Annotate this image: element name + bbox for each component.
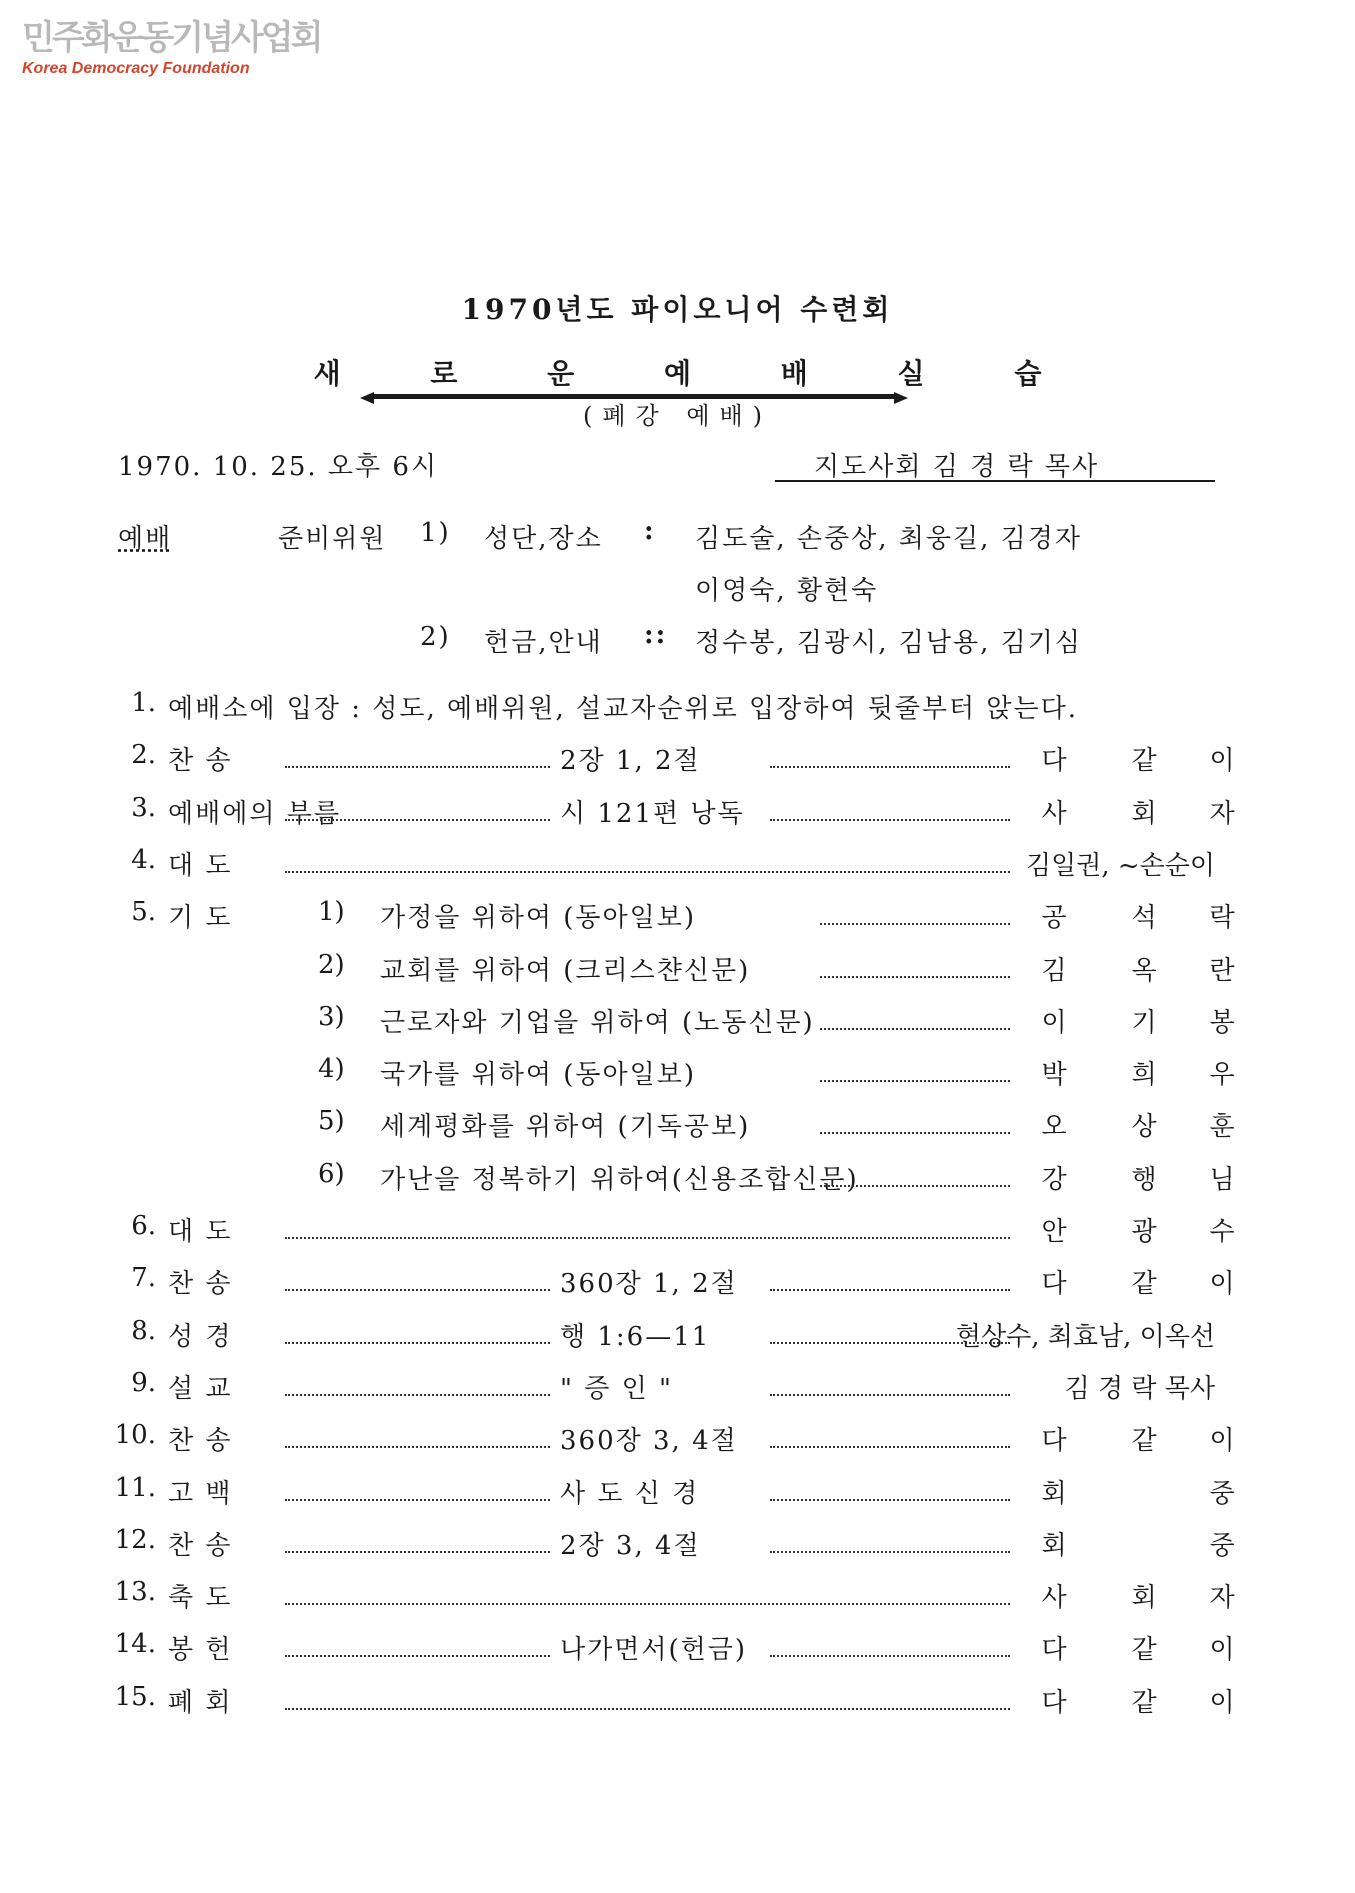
prep-group-names: 김도술, 손중상, 최웅길, 김경자 <box>695 524 1082 554</box>
dotted-leader <box>285 1394 550 1396</box>
item-text: 예배소에 입장 : 성도, 예배위원, 설교자순위로 입장하여 뒷줄부터 앉는다. <box>168 694 1079 724</box>
dotted-leader <box>285 1289 550 1291</box>
prayer-number: 3) <box>318 1001 345 1032</box>
dotted-leader <box>770 1499 1010 1501</box>
dotted-leader <box>770 1394 1010 1396</box>
responsible-person-char: 상 <box>1131 1112 1157 1143</box>
responsible-person-char: 같 <box>1131 1269 1157 1300</box>
responsible-person-char: 같 <box>1131 1635 1157 1666</box>
item-number: 11. <box>114 1472 156 1503</box>
item-label: 성 경 <box>168 1321 233 1352</box>
order-item <box>0 1159 1355 1199</box>
responsible-person-char: 회 <box>1131 1583 1157 1614</box>
responsible-person: 김 경 락 목사 <box>1064 1373 1215 1404</box>
item-label: 대 도 <box>168 850 233 881</box>
responsible-person: 김일권, ~손순이 <box>1025 850 1215 881</box>
document-subtitle-2: (폐강 예배) <box>582 402 773 430</box>
responsible-person-char: 오 <box>1041 1112 1067 1143</box>
responsible-person-char: 다 <box>1041 1635 1067 1666</box>
responsible-person-char: 이 <box>1209 1426 1235 1457</box>
dotted-leader <box>820 1028 1010 1030</box>
order-item <box>0 1473 1355 1513</box>
responsible-person-char: 회 <box>1131 798 1157 829</box>
prep-group-num: 1) <box>420 518 451 548</box>
responsible-person-char: 같 <box>1131 1426 1157 1457</box>
dotted-leader <box>820 976 1010 978</box>
prayer-topic: 가난을 정복하기 위하여(신용조합신문) <box>380 1164 859 1195</box>
dotted-leader <box>770 819 1010 821</box>
item-label: 설 교 <box>168 1373 233 1404</box>
item-number: 9. <box>131 1367 156 1398</box>
responsible-person-char: 다 <box>1041 746 1067 777</box>
order-item <box>0 793 1355 833</box>
responsible-person-char: 석 <box>1131 903 1157 934</box>
item-label: 예배에의 부름 <box>168 798 341 829</box>
prayer-number: 2) <box>318 949 345 980</box>
prayer-topic: 국가를 위하여 (동아일보) <box>380 1060 696 1091</box>
responsible-person-char: 회 <box>1041 1478 1067 1509</box>
responsible-person-char: 다 <box>1041 1426 1067 1457</box>
dotted-leader <box>770 766 1010 768</box>
responsible-person-char: 자 <box>1209 798 1235 829</box>
responsible-person-char: 박 <box>1041 1060 1067 1091</box>
prep-group-sep: :: <box>644 620 668 650</box>
responsible-person-char: 이 <box>1209 1635 1235 1666</box>
item-label: 찬 송 <box>168 746 233 777</box>
dotted-leader <box>285 1708 1010 1710</box>
responsible-person-char: 행 <box>1131 1164 1157 1195</box>
item-label: 축 도 <box>168 1583 233 1614</box>
prep-group-role: 헌금,안내 <box>484 628 603 658</box>
responsible-person-char: 옥 <box>1131 955 1157 986</box>
dotted-leader <box>285 1655 550 1657</box>
item-label: 찬 송 <box>168 1426 233 1457</box>
order-item <box>0 1420 1355 1460</box>
prayer-number: 1) <box>318 897 345 928</box>
prayer-number: 5) <box>318 1106 345 1137</box>
item-detail: 360장 3, 4절 <box>560 1426 738 1457</box>
service-leader: 지도사회 김 경 락 목사 <box>814 452 1100 482</box>
prep-title: 준비위원 <box>278 524 387 554</box>
responsible-person-char: 기 <box>1131 1007 1157 1038</box>
item-detail: 나가면서(헌금) <box>560 1635 747 1666</box>
order-item <box>0 1211 1355 1251</box>
dotted-leader <box>285 1603 1010 1605</box>
order-item <box>0 1577 1355 1617</box>
item-label: 찬 송 <box>168 1269 233 1300</box>
responsible-person-char: 광 <box>1131 1217 1157 1247</box>
responsible-person-char: 이 <box>1209 1687 1235 1718</box>
item-number: 3. <box>131 792 156 823</box>
order-item <box>0 1682 1355 1722</box>
item-detail: 행 1:6—11 <box>560 1321 711 1352</box>
prep-group-names: 정수봉, 김광시, 김남용, 김기심 <box>695 628 1082 658</box>
responsible-person-char: 락 <box>1209 903 1235 934</box>
responsible-person-char: 강 <box>1041 1164 1067 1195</box>
order-item <box>0 1106 1355 1146</box>
prayer-topic: 가정을 위하여 (동아일보) <box>380 903 696 934</box>
responsible-person: 현상수, 최효남, 이옥선 <box>955 1321 1215 1352</box>
item-number: 12. <box>114 1524 156 1555</box>
order-item <box>0 1054 1355 1094</box>
item-number: 8. <box>131 1315 156 1346</box>
dotted-leader <box>285 871 1010 873</box>
dotted-leader <box>820 1080 1010 1082</box>
responsible-person-char: 중 <box>1209 1530 1235 1561</box>
order-item <box>0 1368 1355 1408</box>
dotted-leader <box>770 1551 1010 1553</box>
responsible-person-char: 같 <box>1131 746 1157 777</box>
item-number: 4. <box>131 844 156 875</box>
order-item <box>0 950 1355 990</box>
prep-group-num: 2) <box>420 622 451 652</box>
item-number: 5. <box>131 897 156 928</box>
order-item <box>0 845 1355 885</box>
dotted-leader <box>285 766 550 768</box>
responsible-person-char: 우 <box>1209 1060 1235 1091</box>
responsible-person-char: 자 <box>1209 1583 1235 1614</box>
responsible-person-char: 훈 <box>1209 1112 1235 1143</box>
responsible-person-char: 님 <box>1209 1164 1235 1195</box>
dotted-leader <box>285 1446 550 1448</box>
responsible-person-char: 이 <box>1209 746 1235 777</box>
item-number: 1. <box>131 688 156 718</box>
dotted-leader <box>820 1185 1010 1187</box>
dotted-leader <box>770 1655 1010 1657</box>
prep-group-sep: : <box>644 516 656 546</box>
item-label: 대 도 <box>168 1217 233 1247</box>
responsible-person-char: 같 <box>1131 1687 1157 1718</box>
item-detail: 사 도 신 경 <box>560 1478 700 1509</box>
dotted-leader <box>285 1237 1010 1239</box>
dotted-leader <box>285 1499 550 1501</box>
item-number: 6. <box>131 1211 156 1241</box>
item-detail: 2장 3, 4절 <box>560 1530 701 1561</box>
responsible-person-char: 김 <box>1041 955 1067 986</box>
prep-group-role: 성단,장소 <box>484 524 603 554</box>
order-item <box>0 1525 1355 1565</box>
responsible-person-char: 이 <box>1041 1007 1067 1038</box>
prep-label: 예배 <box>118 524 173 554</box>
item-label: 찬 송 <box>168 1530 233 1561</box>
prayer-topic: 세계평화를 위하여 (기독공보) <box>380 1112 751 1143</box>
item-detail: 시 121편 낭독 <box>560 798 745 829</box>
item-number: 13. <box>114 1577 156 1608</box>
responsible-person-char: 사 <box>1041 798 1067 829</box>
item-label: 폐 회 <box>168 1687 233 1718</box>
responsible-person-char: 희 <box>1131 1060 1157 1091</box>
prayer-number: 6) <box>318 1158 345 1189</box>
responsible-person-char: 공 <box>1041 903 1067 934</box>
prayer-number: 4) <box>318 1054 345 1085</box>
item-detail: 2장 1, 2절 <box>560 746 701 777</box>
dotted-leader <box>820 1132 1010 1134</box>
item-detail: " 증 인 " <box>560 1373 673 1404</box>
dotted-leader <box>820 923 1010 925</box>
responsible-person-char: 수 <box>1209 1217 1235 1247</box>
dotted-leader <box>770 1446 1010 1448</box>
item-label: 기 도 <box>168 903 233 934</box>
responsible-person-char: 사 <box>1041 1583 1067 1614</box>
dotted-leader <box>285 1342 550 1344</box>
order-item <box>0 897 1355 937</box>
order-item <box>0 1263 1355 1303</box>
dotted-leader <box>770 1289 1010 1291</box>
prayer-topic: 근로자와 기업을 위하여 (노동신문) <box>380 1007 815 1038</box>
responsible-person-char: 다 <box>1041 1269 1067 1300</box>
prayer-topic: 교회를 위하여 (크리스챤신문) <box>380 955 751 986</box>
dotted-leader <box>285 819 550 821</box>
item-label: 봉 헌 <box>168 1635 233 1666</box>
item-detail: 360장 1, 2절 <box>560 1269 738 1300</box>
dotted-leader <box>285 1551 550 1553</box>
responsible-person-char: 이 <box>1209 1269 1235 1300</box>
item-number: 2. <box>131 740 156 771</box>
watermark-english: Korea Democracy Foundation <box>22 60 250 77</box>
order-item <box>0 1002 1355 1042</box>
document-subtitle: 새 로 운 예 배 실 습 <box>313 357 1082 390</box>
item-number: 14. <box>114 1629 156 1660</box>
order-item <box>0 1629 1355 1669</box>
watermark-korean: 민주화운동기념사업회 <box>22 18 321 58</box>
order-item <box>0 740 1355 780</box>
responsible-person-char: 중 <box>1209 1478 1235 1509</box>
item-label: 고 백 <box>168 1478 233 1509</box>
service-date: 1970. 10. 25. 오후 6시 <box>118 452 439 482</box>
item-number: 10. <box>114 1420 156 1451</box>
responsible-person-char: 안 <box>1041 1217 1067 1247</box>
item-number: 15. <box>114 1681 156 1712</box>
responsible-person-char: 봉 <box>1209 1007 1235 1038</box>
responsible-person-char: 란 <box>1209 955 1235 986</box>
responsible-person-char: 회 <box>1041 1530 1067 1561</box>
prep-group-names-2: 이영숙, 황현숙 <box>695 576 879 606</box>
responsible-person-char: 다 <box>1041 1687 1067 1718</box>
leader-underline <box>775 480 1215 482</box>
order-item <box>0 1316 1355 1356</box>
item-number: 7. <box>131 1263 156 1294</box>
document-title: 1970년도 파이오니어 수련회 <box>461 293 894 326</box>
order-item <box>0 688 1355 728</box>
